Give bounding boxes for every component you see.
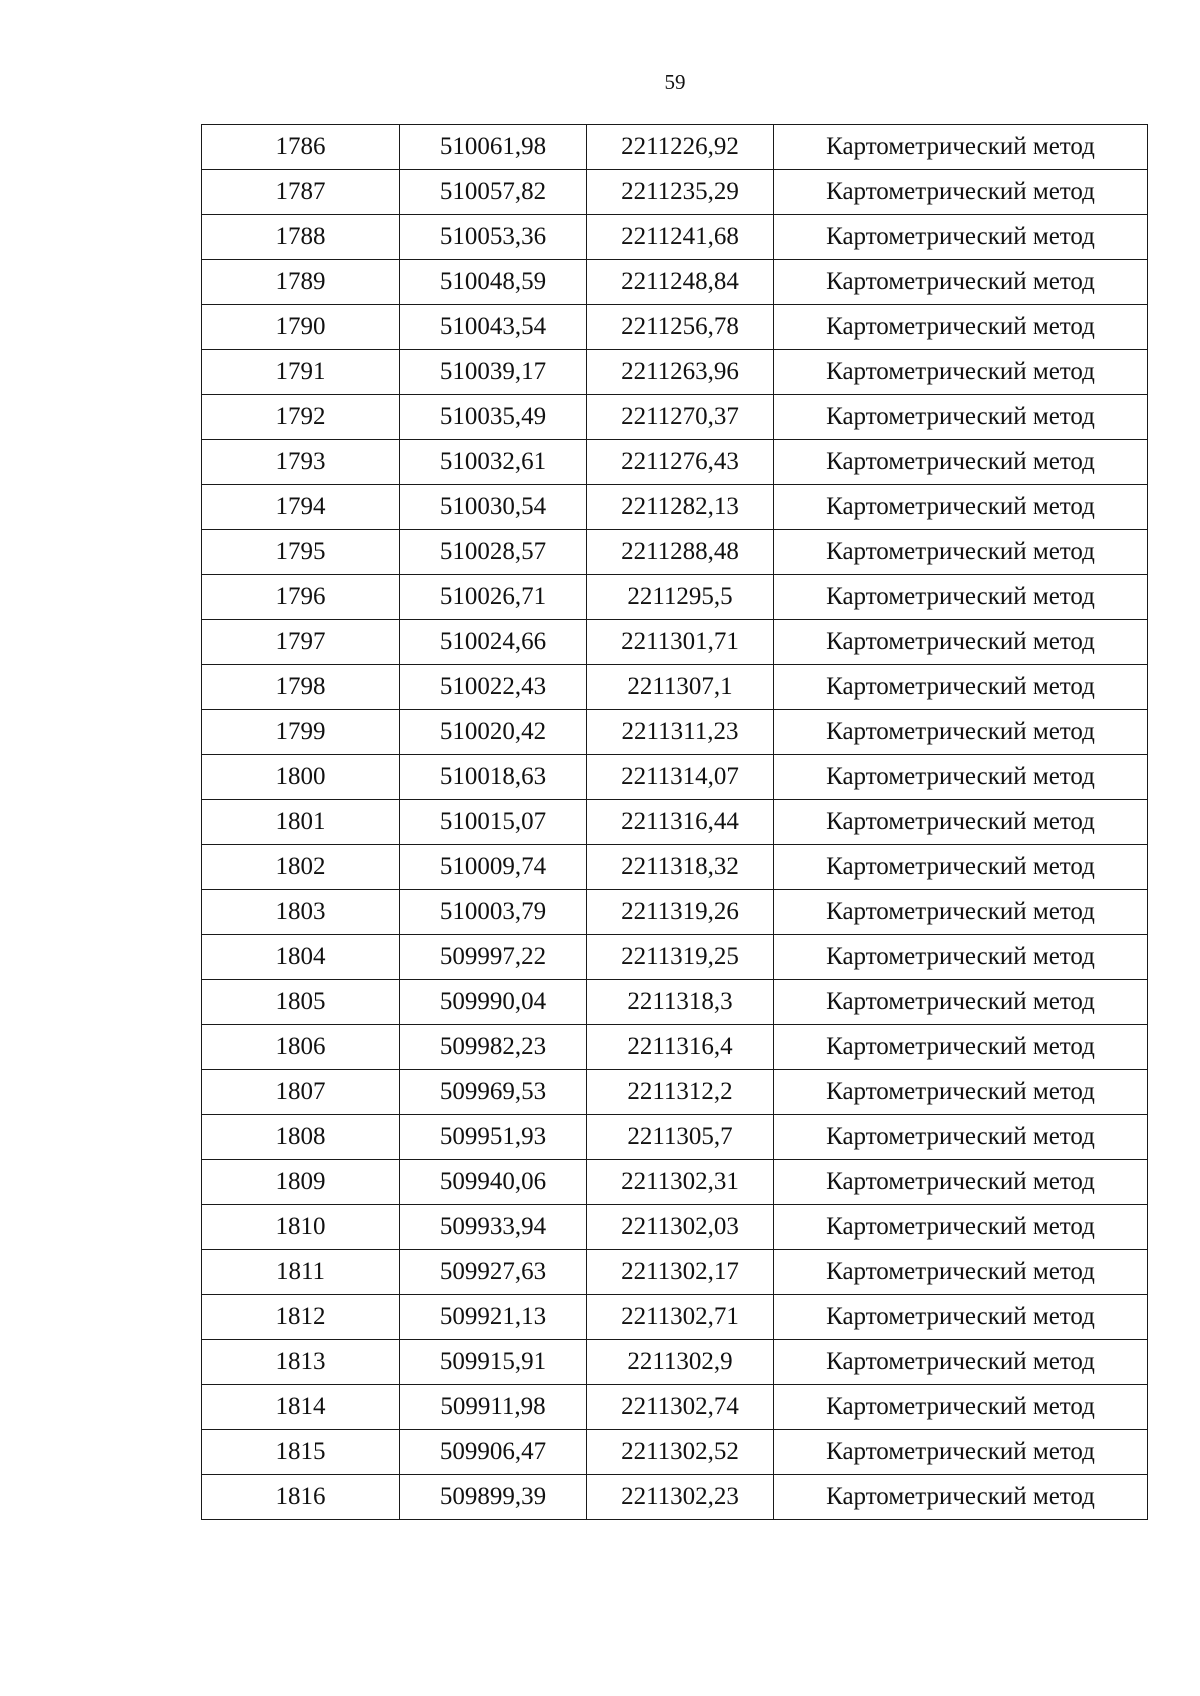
x-coordinate-cell: 510032,61 xyxy=(400,440,587,485)
point-number-cell: 1800 xyxy=(202,755,400,800)
method-cell: Картометрический метод xyxy=(774,1340,1148,1385)
x-coordinate-cell: 509940,06 xyxy=(400,1160,587,1205)
y-coordinate-cell: 2211302,17 xyxy=(587,1250,774,1295)
y-coordinate-cell: 2211319,25 xyxy=(587,935,774,980)
point-number-cell: 1793 xyxy=(202,440,400,485)
table-row xyxy=(202,845,1148,890)
x-coordinate-cell: 509906,47 xyxy=(400,1430,587,1475)
method-cell: Картометрический метод xyxy=(774,125,1148,170)
method-cell: Картометрический метод xyxy=(774,1250,1148,1295)
method-cell: Картометрический метод xyxy=(774,530,1148,575)
point-number-cell: 1797 xyxy=(202,620,400,665)
method-cell: Картометрический метод xyxy=(774,1070,1148,1115)
table-row xyxy=(202,935,1148,980)
method-cell: Картометрический метод xyxy=(774,665,1148,710)
y-coordinate-cell: 2211302,03 xyxy=(587,1205,774,1250)
method-cell: Картометрический метод xyxy=(774,1430,1148,1475)
x-coordinate-cell: 510030,54 xyxy=(400,485,587,530)
x-coordinate-cell: 510003,79 xyxy=(400,890,587,935)
table-row xyxy=(202,440,1148,485)
table-row xyxy=(202,215,1148,260)
x-coordinate-cell: 509921,13 xyxy=(400,1295,587,1340)
method-cell: Картометрический метод xyxy=(774,800,1148,845)
y-coordinate-cell: 2211319,26 xyxy=(587,890,774,935)
x-coordinate-cell: 510035,49 xyxy=(400,395,587,440)
point-number-cell: 1801 xyxy=(202,800,400,845)
y-coordinate-cell: 2211314,07 xyxy=(587,755,774,800)
point-number-cell: 1813 xyxy=(202,1340,400,1385)
table-row xyxy=(202,485,1148,530)
x-coordinate-cell: 510057,82 xyxy=(400,170,587,215)
table-row xyxy=(202,1070,1148,1115)
coordinates-table-body xyxy=(202,125,1148,1520)
method-cell: Картометрический метод xyxy=(774,890,1148,935)
point-number-cell: 1805 xyxy=(202,980,400,1025)
point-number-cell: 1815 xyxy=(202,1430,400,1475)
y-coordinate-cell: 2211256,78 xyxy=(587,305,774,350)
table-row xyxy=(202,890,1148,935)
point-number-cell: 1809 xyxy=(202,1160,400,1205)
point-number-cell: 1810 xyxy=(202,1205,400,1250)
method-cell: Картометрический метод xyxy=(774,755,1148,800)
table-row xyxy=(202,1250,1148,1295)
y-coordinate-cell: 2211311,23 xyxy=(587,710,774,755)
method-cell: Картометрический метод xyxy=(774,440,1148,485)
method-cell: Картометрический метод xyxy=(774,1475,1148,1520)
method-cell: Картометрический метод xyxy=(774,260,1148,305)
x-coordinate-cell: 510024,66 xyxy=(400,620,587,665)
table-row xyxy=(202,1205,1148,1250)
y-coordinate-cell: 2211235,29 xyxy=(587,170,774,215)
x-coordinate-cell: 510043,54 xyxy=(400,305,587,350)
x-coordinate-cell: 509990,04 xyxy=(400,980,587,1025)
point-number-cell: 1790 xyxy=(202,305,400,350)
point-number-cell: 1792 xyxy=(202,395,400,440)
method-cell: Картометрический метод xyxy=(774,980,1148,1025)
y-coordinate-cell: 2211302,74 xyxy=(587,1385,774,1430)
y-coordinate-cell: 2211316,44 xyxy=(587,800,774,845)
x-coordinate-cell: 510026,71 xyxy=(400,575,587,620)
method-cell: Картометрический метод xyxy=(774,575,1148,620)
y-coordinate-cell: 2211302,9 xyxy=(587,1340,774,1385)
method-cell: Картометрический метод xyxy=(774,1295,1148,1340)
y-coordinate-cell: 2211318,3 xyxy=(587,980,774,1025)
point-number-cell: 1802 xyxy=(202,845,400,890)
y-coordinate-cell: 2211270,37 xyxy=(587,395,774,440)
y-coordinate-cell: 2211226,92 xyxy=(587,125,774,170)
point-number-cell: 1786 xyxy=(202,125,400,170)
point-number-cell: 1791 xyxy=(202,350,400,395)
x-coordinate-cell: 509951,93 xyxy=(400,1115,587,1160)
point-number-cell: 1795 xyxy=(202,530,400,575)
x-coordinate-cell: 510028,57 xyxy=(400,530,587,575)
x-coordinate-cell: 509911,98 xyxy=(400,1385,587,1430)
method-cell: Картометрический метод xyxy=(774,350,1148,395)
table-row xyxy=(202,1340,1148,1385)
table-row xyxy=(202,260,1148,305)
point-number-cell: 1807 xyxy=(202,1070,400,1115)
y-coordinate-cell: 2211305,7 xyxy=(587,1115,774,1160)
method-cell: Картометрический метод xyxy=(774,395,1148,440)
table-row xyxy=(202,575,1148,620)
point-number-cell: 1806 xyxy=(202,1025,400,1070)
method-cell: Картометрический метод xyxy=(774,1160,1148,1205)
table-row xyxy=(202,620,1148,665)
method-cell: Картометрический метод xyxy=(774,1205,1148,1250)
x-coordinate-cell: 510020,42 xyxy=(400,710,587,755)
method-cell: Картометрический метод xyxy=(774,710,1148,755)
y-coordinate-cell: 2211263,96 xyxy=(587,350,774,395)
y-coordinate-cell: 2211302,52 xyxy=(587,1430,774,1475)
table-row xyxy=(202,125,1148,170)
y-coordinate-cell: 2211318,32 xyxy=(587,845,774,890)
table-row xyxy=(202,395,1148,440)
y-coordinate-cell: 2211241,68 xyxy=(587,215,774,260)
method-cell: Картометрический метод xyxy=(774,170,1148,215)
x-coordinate-cell: 510061,98 xyxy=(400,125,587,170)
table-row xyxy=(202,305,1148,350)
table-row xyxy=(202,1025,1148,1070)
method-cell: Картометрический метод xyxy=(774,935,1148,980)
x-coordinate-cell: 509933,94 xyxy=(400,1205,587,1250)
y-coordinate-cell: 2211288,48 xyxy=(587,530,774,575)
point-number-cell: 1812 xyxy=(202,1295,400,1340)
point-number-cell: 1796 xyxy=(202,575,400,620)
point-number-cell: 1789 xyxy=(202,260,400,305)
table-row xyxy=(202,980,1148,1025)
method-cell: Картометрический метод xyxy=(774,1115,1148,1160)
x-coordinate-cell: 509899,39 xyxy=(400,1475,587,1520)
table-row xyxy=(202,1385,1148,1430)
y-coordinate-cell: 2211316,4 xyxy=(587,1025,774,1070)
table-row xyxy=(202,755,1148,800)
table-row xyxy=(202,710,1148,755)
y-coordinate-cell: 2211302,23 xyxy=(587,1475,774,1520)
table-row xyxy=(202,1430,1148,1475)
point-number-cell: 1804 xyxy=(202,935,400,980)
point-number-cell: 1814 xyxy=(202,1385,400,1430)
y-coordinate-cell: 2211248,84 xyxy=(587,260,774,305)
point-number-cell: 1808 xyxy=(202,1115,400,1160)
method-cell: Картометрический метод xyxy=(774,1025,1148,1070)
point-number-cell: 1798 xyxy=(202,665,400,710)
x-coordinate-cell: 509969,53 xyxy=(400,1070,587,1115)
point-number-cell: 1799 xyxy=(202,710,400,755)
table-row xyxy=(202,530,1148,575)
method-cell: Картометрический метод xyxy=(774,485,1148,530)
method-cell: Картометрический метод xyxy=(774,215,1148,260)
y-coordinate-cell: 2211276,43 xyxy=(587,440,774,485)
x-coordinate-cell: 510009,74 xyxy=(400,845,587,890)
method-cell: Картометрический метод xyxy=(774,845,1148,890)
x-coordinate-cell: 510015,07 xyxy=(400,800,587,845)
method-cell: Картометрический метод xyxy=(774,1385,1148,1430)
x-coordinate-cell: 510022,43 xyxy=(400,665,587,710)
table-row xyxy=(202,1295,1148,1340)
table-row xyxy=(202,350,1148,395)
point-number-cell: 1811 xyxy=(202,1250,400,1295)
x-coordinate-cell: 510018,63 xyxy=(400,755,587,800)
x-coordinate-cell: 510053,36 xyxy=(400,215,587,260)
table-row xyxy=(202,1115,1148,1160)
x-coordinate-cell: 509997,22 xyxy=(400,935,587,980)
x-coordinate-cell: 509927,63 xyxy=(400,1250,587,1295)
coordinates-table xyxy=(201,124,1148,1520)
x-coordinate-cell: 510039,17 xyxy=(400,350,587,395)
table-row xyxy=(202,800,1148,845)
table-row xyxy=(202,170,1148,215)
y-coordinate-cell: 2211312,2 xyxy=(587,1070,774,1115)
x-coordinate-cell: 509915,91 xyxy=(400,1340,587,1385)
point-number-cell: 1803 xyxy=(202,890,400,935)
point-number-cell: 1816 xyxy=(202,1475,400,1520)
table-row xyxy=(202,1160,1148,1205)
x-coordinate-cell: 510048,59 xyxy=(400,260,587,305)
point-number-cell: 1787 xyxy=(202,170,400,215)
table-row xyxy=(202,1475,1148,1520)
method-cell: Картометрический метод xyxy=(774,305,1148,350)
y-coordinate-cell: 2211302,71 xyxy=(587,1295,774,1340)
point-number-cell: 1794 xyxy=(202,485,400,530)
page-number: 59 xyxy=(664,70,686,94)
y-coordinate-cell: 2211307,1 xyxy=(587,665,774,710)
point-number-cell: 1788 xyxy=(202,215,400,260)
y-coordinate-cell: 2211302,31 xyxy=(587,1160,774,1205)
x-coordinate-cell: 509982,23 xyxy=(400,1025,587,1070)
method-cell: Картометрический метод xyxy=(774,620,1148,665)
y-coordinate-cell: 2211295,5 xyxy=(587,575,774,620)
table-row xyxy=(202,665,1148,710)
y-coordinate-cell: 2211282,13 xyxy=(587,485,774,530)
y-coordinate-cell: 2211301,71 xyxy=(587,620,774,665)
